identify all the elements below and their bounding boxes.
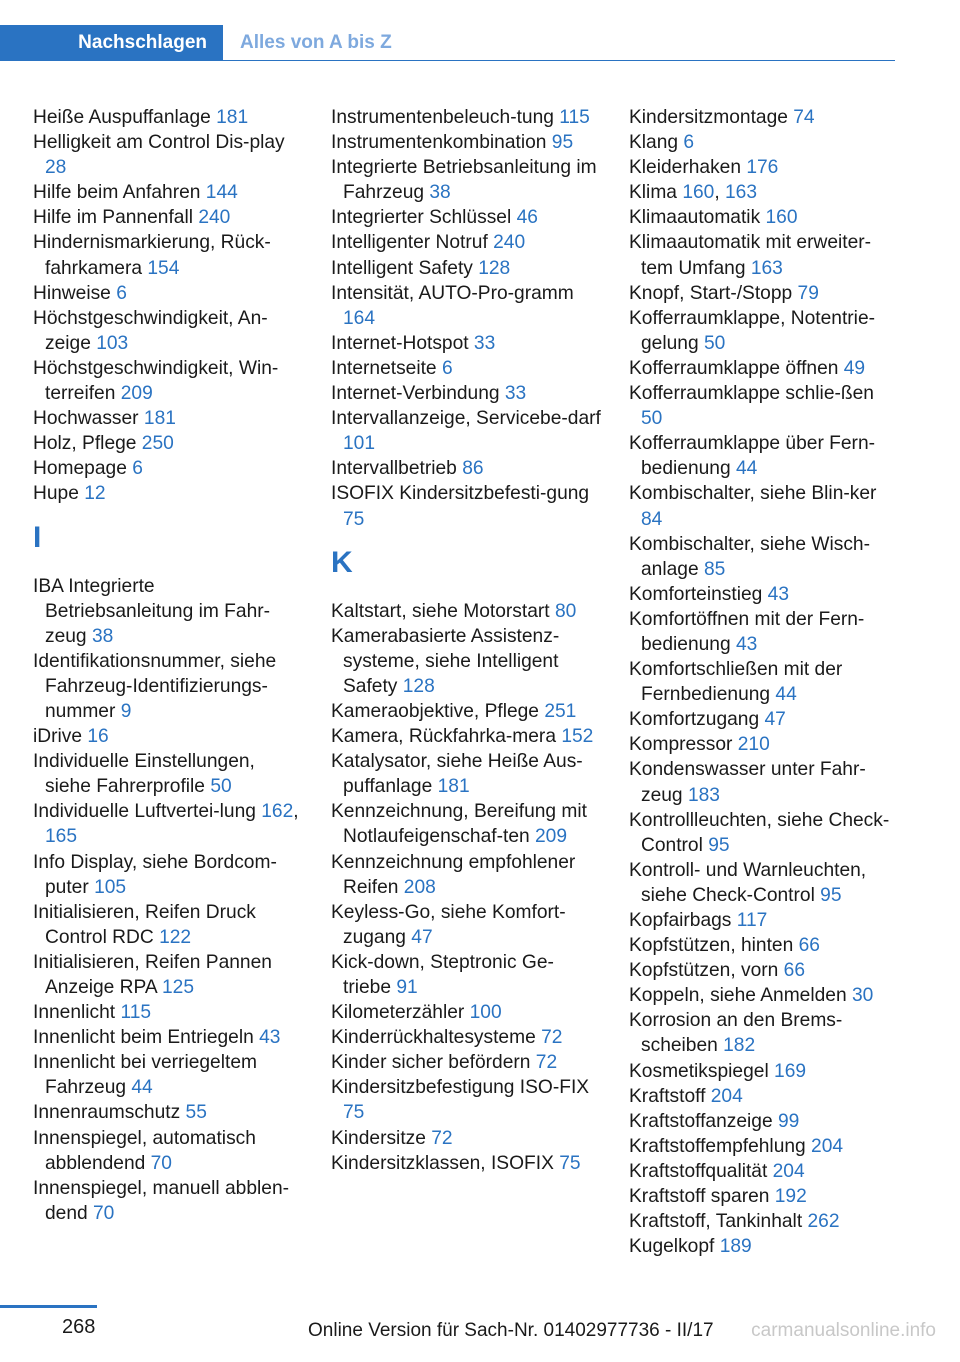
index-entry — [33, 230, 303, 280]
index-term: Individuelle Luftvertei-lung — [33, 801, 262, 823]
index-column-2 — [331, 105, 601, 1176]
index-entry — [331, 256, 601, 281]
index-term: iDrive — [33, 726, 88, 748]
page-reference-link[interactable]: 99 — [777, 1110, 800, 1132]
index-entry — [33, 574, 303, 649]
index-entry — [33, 180, 303, 205]
page-reference-link[interactable]: 72 — [431, 1127, 453, 1149]
index-entry — [629, 958, 899, 983]
index-term: Klimaautomatik — [629, 207, 766, 229]
index-term: Kontroll- und Warnleuchten, siehe Check-Control — [629, 859, 867, 906]
index-entry — [33, 850, 303, 900]
page-reference-link[interactable]: 33 — [504, 383, 527, 405]
page-reference-link[interactable]: 160 — [682, 182, 715, 204]
index-entry — [331, 599, 601, 624]
page-reference-link[interactable]: 204 — [710, 1085, 743, 1107]
index-entry — [331, 381, 601, 406]
index-term: Kopfstützen, vorn — [629, 960, 784, 982]
page-reference-link[interactable]: 75 — [559, 1152, 581, 1174]
page-reference-link[interactable]: 49 — [843, 357, 866, 379]
index-term: Homepage — [33, 458, 133, 480]
index-entry — [33, 1000, 303, 1025]
page-reference-link[interactable]: 85 — [703, 558, 726, 580]
index-term: Instrumentenbeleuch-tung — [331, 107, 560, 128]
index-term: Kofferraumklappe schlie-ßen — [629, 383, 874, 405]
index-term: Intelligent Safety — [331, 257, 479, 279]
page-reference-link[interactable]: 204 — [811, 1135, 844, 1157]
page-reference-link[interactable]: 160 — [765, 207, 798, 229]
page-reference-link[interactable]: 47 — [764, 709, 786, 731]
page-reference-link[interactable]: 72 — [535, 1052, 558, 1074]
index-term: Katalysator, siehe Heiße Aus-puffanlage — [331, 751, 583, 798]
index-entry — [629, 1008, 899, 1058]
page-reference-link[interactable]: 163 — [750, 257, 783, 279]
index-entry — [331, 1126, 601, 1151]
index-entry — [33, 724, 303, 749]
index-term: Hupe — [33, 483, 85, 505]
index-term: Innenspiegel, automatisch abblendend — [33, 1127, 256, 1174]
index-term: Innenlicht beim Entriegeln — [33, 1027, 260, 1049]
index-term: Info Display, siehe Bordcom-puter — [33, 851, 277, 898]
page-reference-link[interactable]: 43 — [767, 583, 789, 605]
page-reference-link[interactable]: 240 — [198, 207, 231, 229]
index-term: Intervallanzeige, Servicebe-darf — [331, 408, 601, 430]
page-reference-link[interactable]: 100 — [469, 1002, 502, 1024]
page-reference-link[interactable]: 6 — [132, 458, 143, 480]
page-reference-link[interactable]: 50 — [703, 332, 726, 354]
index-term: Kinder sicher befördern — [331, 1052, 536, 1074]
index-term: Internetseite — [331, 357, 442, 379]
page-reference-link[interactable]: 204 — [772, 1160, 805, 1182]
page-reference-link[interactable]: 28 — [45, 157, 67, 179]
index-term: Individuelle Einstellungen, siehe Fahrerprofile — [33, 751, 255, 798]
index-term: Kopfstützen, hinten — [629, 935, 799, 957]
index-term: Komfortöffnen mit der Fern-bedienung — [629, 608, 865, 655]
page-reference-link[interactable]: 70 — [93, 1202, 115, 1224]
index-entry — [629, 582, 899, 607]
page-reference-link[interactable]: 128 — [478, 257, 511, 279]
tab-nachschlagen-label: Nachschlagen — [78, 32, 207, 53]
page-reference-link[interactable]: 44 — [735, 458, 758, 480]
page-reference-link[interactable]: 95 — [708, 834, 730, 856]
index-term: Kosmetikspiegel — [629, 1060, 775, 1082]
index-term: Hilfe beim Anfahren — [33, 182, 206, 204]
page-reference-link[interactable]: 163 — [725, 182, 758, 204]
page-reference-link[interactable]: 43 — [735, 633, 758, 655]
tab-alles-von-a-bis-z[interactable] — [240, 25, 392, 61]
index-term: Kraftstoffempfehlung — [629, 1135, 812, 1157]
index-term: Kofferraumklappe über Fern-bedienung — [629, 433, 876, 480]
index-entry — [331, 900, 601, 950]
page-reference-link[interactable]: 43 — [259, 1027, 281, 1049]
index-term: Kaltstart, siehe Motorstart — [331, 600, 555, 622]
index-entry — [33, 749, 303, 799]
page-reference-link[interactable]: 38 — [429, 182, 451, 204]
index-entry — [33, 799, 303, 849]
page-number-rule — [0, 1305, 97, 1308]
page-reference-link[interactable]: 55 — [185, 1102, 207, 1124]
index-term: Kilometerzähler — [331, 1002, 470, 1024]
page-reference-link[interactable]: 95 — [820, 884, 842, 906]
index-term: Initialisieren, Reifen Druck Control RDC — [33, 901, 256, 948]
index-entry — [331, 130, 601, 155]
index-term: Kraftstoff — [629, 1085, 711, 1107]
index-entry — [629, 281, 899, 306]
index-term: Innenlicht bei verriegeltem Fahrzeug — [33, 1052, 257, 1099]
index-term: Höchstgeschwindigkeit, An-zeige — [33, 307, 268, 354]
index-term: Kleiderhaken — [629, 157, 747, 179]
index-entry — [331, 456, 601, 481]
page-reference-link[interactable]: 152 — [561, 726, 594, 748]
index-entry — [331, 331, 601, 356]
index-entry — [33, 456, 303, 481]
index-term: Hinweise — [33, 282, 117, 304]
index-term: Kraftstoffanzeige — [629, 1110, 778, 1132]
index-term: Knopf, Start-/Stopp — [629, 282, 798, 304]
page-reference-link[interactable]: 154 — [147, 257, 180, 279]
index-entry — [629, 657, 899, 707]
index-term: Kennzeichnung, Bereifung mit Notlaufeigenschaf-ten — [331, 801, 587, 848]
index-term: Kamerabasierte Assistenz-systeme, siehe Intelligent Safety — [331, 625, 560, 697]
page-reference-link[interactable]: 144 — [205, 182, 238, 204]
page-ref-separator: , — [714, 182, 725, 204]
index-entry — [629, 1184, 899, 1209]
index-entry — [331, 724, 601, 749]
page-reference-link[interactable]: 262 — [807, 1211, 840, 1233]
index-entry — [331, 281, 601, 331]
index-entry — [33, 356, 303, 406]
section-letter: K — [331, 545, 353, 579]
page-reference-link[interactable]: 105 — [94, 876, 127, 898]
index-entry — [33, 1100, 303, 1125]
index-entry — [33, 481, 303, 506]
page-reference-link[interactable]: 162 — [261, 801, 294, 823]
index-entry — [629, 808, 899, 858]
index-column-1 — [33, 105, 303, 1226]
index-entry — [629, 130, 899, 155]
index-term: Kofferraumklappe, Notentrie-gelung — [629, 307, 876, 354]
index-entry — [331, 1025, 601, 1050]
index-term: Korrosion an den Brems-scheiben — [629, 1010, 843, 1057]
tab-nachschlagen[interactable] — [0, 25, 223, 61]
index-entry — [629, 607, 899, 657]
index-term: Instrumentenkombination — [331, 132, 552, 154]
index-term: Kraftstoff sparen — [629, 1186, 775, 1208]
index-term: Komfortschließen mit der Fernbedienung — [629, 659, 843, 706]
index-entry — [629, 908, 899, 933]
index-term: Innenlicht — [33, 1002, 121, 1024]
page-reference-link[interactable]: 38 — [91, 625, 114, 647]
index-entry — [331, 1075, 601, 1125]
index-term: Initialisieren, Reifen Pannen Anzeige RPA — [33, 951, 272, 998]
index-entry — [629, 1234, 899, 1259]
index-term: Kindersitze — [331, 1127, 432, 1149]
index-entry — [33, 105, 303, 130]
index-entry — [33, 1176, 303, 1226]
index-entry — [33, 130, 303, 180]
page-reference-link[interactable]: 182 — [723, 1035, 756, 1057]
index-term: Kombischalter, siehe Wisch-anlage — [629, 533, 870, 580]
index-entry — [629, 532, 899, 582]
page-reference-link[interactable]: 181 — [143, 408, 176, 430]
page-ref-separator: , — [293, 801, 299, 823]
watermark: carmanualsonline.info — [751, 1320, 936, 1341]
page-reference-link[interactable]: 79 — [797, 282, 819, 304]
index-entry — [331, 356, 601, 381]
index-entry — [331, 950, 601, 1000]
page-reference-link[interactable]: 240 — [493, 232, 526, 254]
index-term: Identifikationsnummer, siehe Fahrzeug-Identifizierungs-nummer — [33, 650, 277, 722]
tab-alles-label: Alles von A bis Z — [240, 32, 392, 53]
page-number: 268 — [62, 1316, 96, 1338]
section-letter: I — [33, 520, 42, 554]
page-reference-link[interactable]: 169 — [774, 1060, 807, 1082]
page-reference-link[interactable]: 75 — [343, 1102, 365, 1124]
page-reference-link[interactable]: 122 — [159, 926, 192, 948]
index-term: Kombischalter, siehe Blin-ker — [629, 483, 877, 505]
index-term: Integrierte Betriebsanleitung im Fahrzeug — [331, 157, 597, 204]
index-term: Internet-Verbindung — [331, 383, 505, 405]
page-reference-link[interactable]: 12 — [84, 483, 106, 505]
index-term: Komforteinstieg — [629, 583, 768, 605]
index-entry — [33, 649, 303, 724]
index-entry — [331, 230, 601, 255]
index-term: Kofferraumklappe öffnen — [629, 357, 844, 379]
index-term: Hindernismarkierung, Rück-fahrkamera — [33, 232, 271, 279]
index-term: Intelligenter Notruf — [331, 232, 494, 254]
index-entry — [629, 481, 899, 531]
page-reference-link[interactable]: 70 — [150, 1152, 172, 1174]
index-entry — [331, 155, 601, 205]
page-reference-link[interactable]: 176 — [746, 157, 779, 179]
index-entry — [331, 406, 601, 456]
page-reference-link[interactable]: 115 — [559, 107, 590, 128]
page-reference-link[interactable]: 209 — [535, 826, 568, 848]
index-entry — [629, 105, 899, 130]
index-entry — [33, 1050, 303, 1100]
index-entry — [629, 356, 899, 381]
index-entry — [331, 749, 601, 799]
page-reference-link[interactable]: 117 — [736, 910, 768, 931]
index-entry — [629, 1134, 899, 1159]
index-entry — [331, 624, 601, 699]
page-reference-link[interactable]: 209 — [120, 383, 153, 405]
page-reference-link[interactable]: 208 — [403, 876, 436, 898]
header-rule — [223, 60, 895, 61]
page-reference-link[interactable]: 101 — [343, 433, 376, 455]
index-column-3 — [629, 105, 899, 1259]
index-term: Holz, Pflege — [33, 433, 142, 455]
page-reference-link[interactable]: 75 — [343, 508, 365, 530]
index-term: Kindersitzmontage — [629, 107, 794, 128]
page-reference-link[interactable]: 181 — [437, 776, 470, 798]
index-entry — [331, 105, 601, 130]
page-reference-link[interactable]: 30 — [851, 985, 874, 1007]
page-reference-link[interactable]: 164 — [343, 307, 376, 329]
index-term: Helligkeit am Control Dis-play — [33, 132, 285, 154]
header-bar — [0, 25, 895, 61]
page-reference-link[interactable]: 66 — [783, 960, 805, 982]
index-entry — [331, 1000, 601, 1025]
index-term: Intensität, AUTO-Pro-gramm — [331, 282, 574, 304]
page-reference-link[interactable]: 47 — [411, 926, 433, 948]
index-term: Klang — [629, 132, 684, 154]
index-entry — [33, 306, 303, 356]
index-entry — [629, 230, 899, 280]
index-entry — [331, 1151, 601, 1176]
index-term: Internet-Hotspot — [331, 332, 474, 354]
page-reference-link[interactable]: 183 — [687, 784, 720, 806]
page-reference-link[interactable]: 181 — [216, 107, 249, 128]
index-term: Keyless-Go, siehe Komfort-zugang — [331, 901, 566, 948]
page-reference-link[interactable]: 86 — [462, 458, 484, 480]
index-entry — [33, 205, 303, 230]
page-reference-link[interactable]: 33 — [473, 332, 496, 354]
index-entry — [629, 1159, 899, 1184]
index-term: Kraftstoffqualität — [629, 1160, 773, 1182]
index-term: Klima — [629, 182, 683, 204]
index-entry — [629, 381, 899, 431]
index-entry — [331, 699, 601, 724]
page-reference-link[interactable]: 210 — [737, 734, 770, 756]
index-term: Komfortzugang — [629, 709, 765, 731]
page-reference-link[interactable]: 84 — [641, 508, 663, 530]
index-entry — [629, 983, 899, 1008]
index-entry — [33, 281, 303, 306]
index-term: Intervallbetrieb — [331, 458, 463, 480]
index-term: Kraftstoff, Tankinhalt — [629, 1211, 808, 1233]
index-term: Kameraobjektive, Pflege — [331, 700, 545, 722]
index-term: Kennzeichnung empfohlener Reifen — [331, 851, 576, 898]
index-entry — [629, 858, 899, 908]
index-term: Innenraumschutz — [33, 1102, 186, 1124]
page-reference-link[interactable]: 192 — [774, 1186, 807, 1208]
page-reference-link[interactable]: 66 — [798, 935, 820, 957]
index-entry — [629, 1209, 899, 1234]
index-entry — [33, 950, 303, 1000]
page-reference-link[interactable]: 44 — [775, 684, 797, 706]
index-term: Heiße Auspuffanlage — [33, 107, 217, 128]
page-reference-link[interactable]: 115 — [120, 1002, 152, 1024]
index-entry — [629, 1109, 899, 1134]
index-entry — [331, 799, 601, 849]
index-term: ISOFIX Kindersitzbefesti-gung — [331, 483, 590, 505]
index-entry — [331, 481, 601, 531]
index-entry — [33, 1126, 303, 1176]
index-term: Höchstgeschwindigkeit, Win-terreifen — [33, 357, 279, 405]
index-term: Innenspiegel, manuell abblen-dend — [33, 1177, 290, 1224]
index-entry — [331, 205, 601, 230]
index-entry — [629, 757, 899, 807]
page-reference-link[interactable]: 44 — [131, 1077, 153, 1099]
index-entry — [629, 1059, 899, 1084]
index-term: Kompressor — [629, 734, 738, 756]
index-entry — [331, 850, 601, 900]
index-entry — [629, 1084, 899, 1109]
index-entry — [629, 180, 899, 205]
page-reference-link[interactable]: 6 — [116, 282, 127, 304]
page-reference-link[interactable]: 74 — [793, 107, 815, 128]
page-reference-link[interactable]: 95 — [551, 132, 574, 154]
index-entry — [33, 900, 303, 950]
page-reference-link[interactable]: 6 — [441, 357, 453, 379]
index-term: Kick-down, Steptronic Ge-triebe — [331, 951, 554, 998]
index-term: Kinderrückhaltesysteme — [331, 1027, 542, 1049]
page-reference-link[interactable]: 9 — [120, 700, 132, 722]
page-reference-link[interactable]: 125 — [161, 977, 194, 998]
index-term: Kamera, Rückfahrka-mera — [331, 726, 562, 748]
page-reference-link[interactable]: 6 — [683, 132, 695, 154]
index-term: Kontrollleuchten, siehe Check-Control — [629, 809, 890, 856]
page-reference-link[interactable]: 80 — [554, 600, 577, 622]
index-entry — [629, 155, 899, 180]
index-entry — [33, 406, 303, 431]
index-entry — [629, 933, 899, 958]
index-term: Kindersitzklassen, ISOFIX — [331, 1152, 560, 1174]
index-entry — [629, 732, 899, 757]
page-reference-link[interactable]: 16 — [87, 726, 109, 748]
index-entry — [33, 1025, 303, 1050]
index-term: Hilfe im Pannenfall — [33, 207, 199, 229]
online-version-note: Online Version für Sach-Nr. 01402977736 - II/17 — [308, 1320, 714, 1341]
page-reference-link[interactable]: 46 — [516, 207, 538, 229]
index-entry — [331, 1050, 601, 1075]
page-reference-link[interactable]: 72 — [541, 1027, 563, 1049]
page-reference-link[interactable]: 91 — [396, 977, 418, 998]
index-entry — [629, 707, 899, 732]
page-reference-link[interactable]: 103 — [96, 332, 129, 354]
index-entry — [629, 306, 899, 356]
index-term: Kopfairbags — [629, 910, 737, 931]
page-reference-link[interactable]: 165 — [45, 826, 78, 848]
page-reference-link[interactable]: 50 — [641, 408, 663, 430]
index-entry — [33, 431, 303, 456]
index-term: Kondenswasser unter Fahr-zeug — [629, 759, 866, 806]
index-term: Klimaautomatik mit erweiter-tem Umfang — [629, 232, 872, 279]
index-term: Integrierter Schlüssel — [331, 207, 517, 229]
index-entry — [629, 431, 899, 481]
index-term: IBA Integrierte Betriebsanleitung im Fahr-zeug — [33, 575, 271, 647]
index-term: Kugelkopf — [629, 1236, 720, 1258]
page-reference-link[interactable]: 250 — [141, 433, 174, 455]
index-term: Koppeln, siehe Anmelden — [629, 985, 852, 1007]
page-reference-link[interactable]: 128 — [402, 675, 435, 697]
page-reference-link[interactable]: 251 — [544, 700, 577, 722]
index-term: Kindersitzbefestigung ISO-FIX — [331, 1077, 590, 1099]
page-reference-link[interactable]: 50 — [210, 776, 232, 798]
page-reference-link[interactable]: 189 — [719, 1236, 752, 1258]
index-entry — [629, 205, 899, 230]
index-term: Hochwasser — [33, 408, 144, 430]
